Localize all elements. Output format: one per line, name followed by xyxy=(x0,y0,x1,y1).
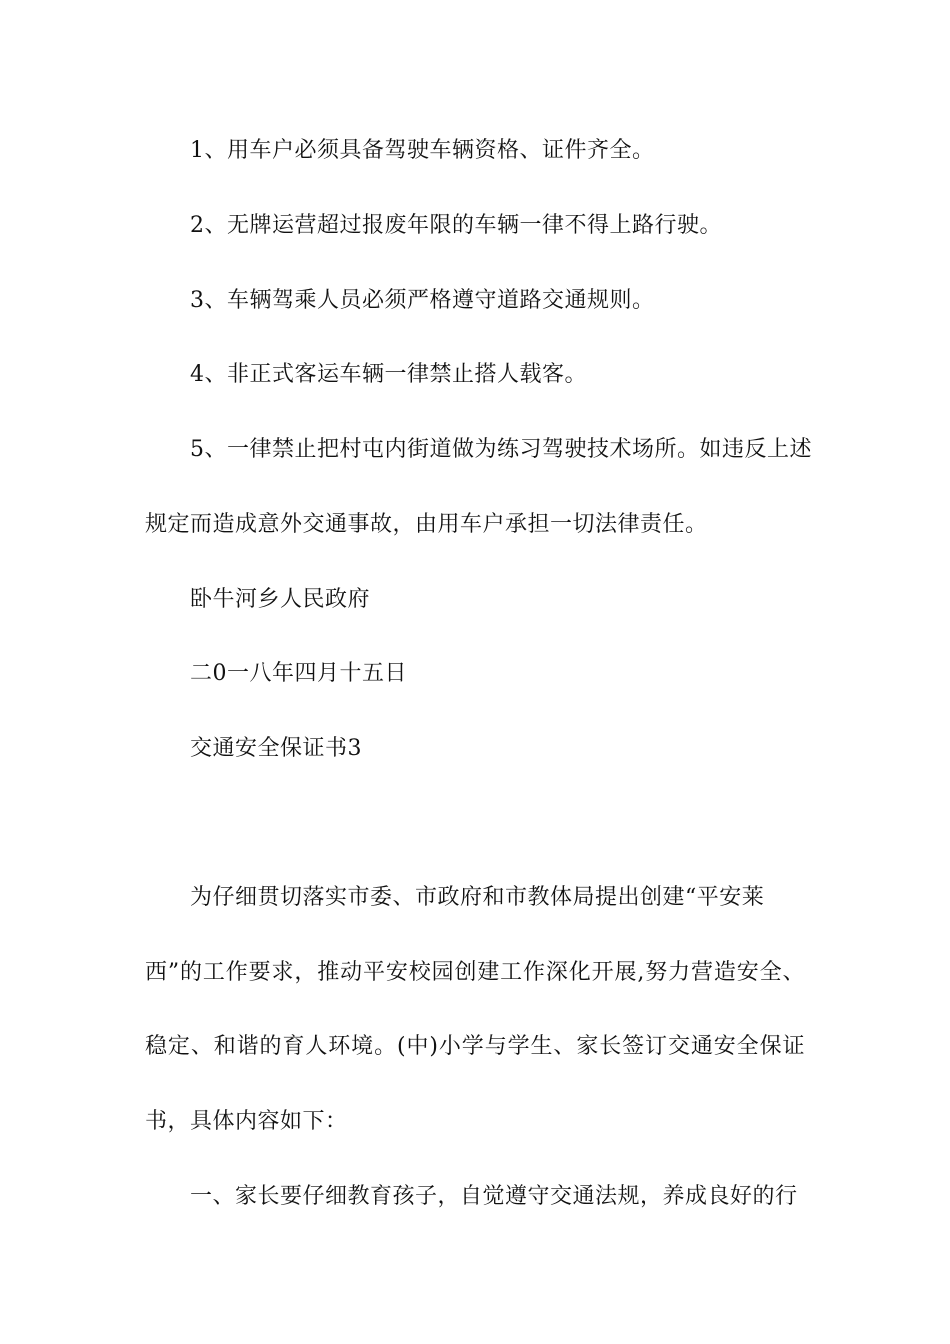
rule-item-5-line-1: 5、一律禁止把村屯内街道做为练习驾驶技术场所。如违反上述 xyxy=(190,437,812,462)
issue-date: 二0一八年四月十五日 xyxy=(190,661,407,686)
paragraph-line-4: 书，具体内容如下： xyxy=(145,1109,348,1134)
rule-item-1: 1、用车户必须具备驾驶车辆资格、证件齐全。 xyxy=(190,138,655,163)
rule-item-5-line-2: 规定而造成意外交通事故，由用车户承担一切法律责任。 xyxy=(145,512,708,537)
section-title: 交通安全保证书3 xyxy=(190,736,362,761)
rule-item-4: 4、非正式客运车辆一律禁止搭人载客。 xyxy=(190,362,587,387)
paragraph-line-2: 西”的工作要求，推动平安校园创建工作深化开展,努力营造安全、 xyxy=(145,960,805,985)
paragraph-line-3: 稳定、和谐的育人环境。(中)小学与学生、家长签订交通安全保证 xyxy=(145,1034,805,1059)
rule-item-3: 3、车辆驾乘人员必须严格遵守道路交通规则。 xyxy=(190,288,655,313)
issuer-name: 卧牛河乡人民政府 xyxy=(190,587,371,612)
clause-one-line-1: 一、家长要仔细教育孩子，自觉遵守交通法规，养成良好的行 xyxy=(190,1184,798,1209)
rule-item-2: 2、无牌运营超过报废年限的车辆一律不得上路行驶。 xyxy=(190,213,722,238)
paragraph-line-1: 为仔细贯切落实市委、市政府和市教体局提出创建“平安莱 xyxy=(190,885,765,910)
